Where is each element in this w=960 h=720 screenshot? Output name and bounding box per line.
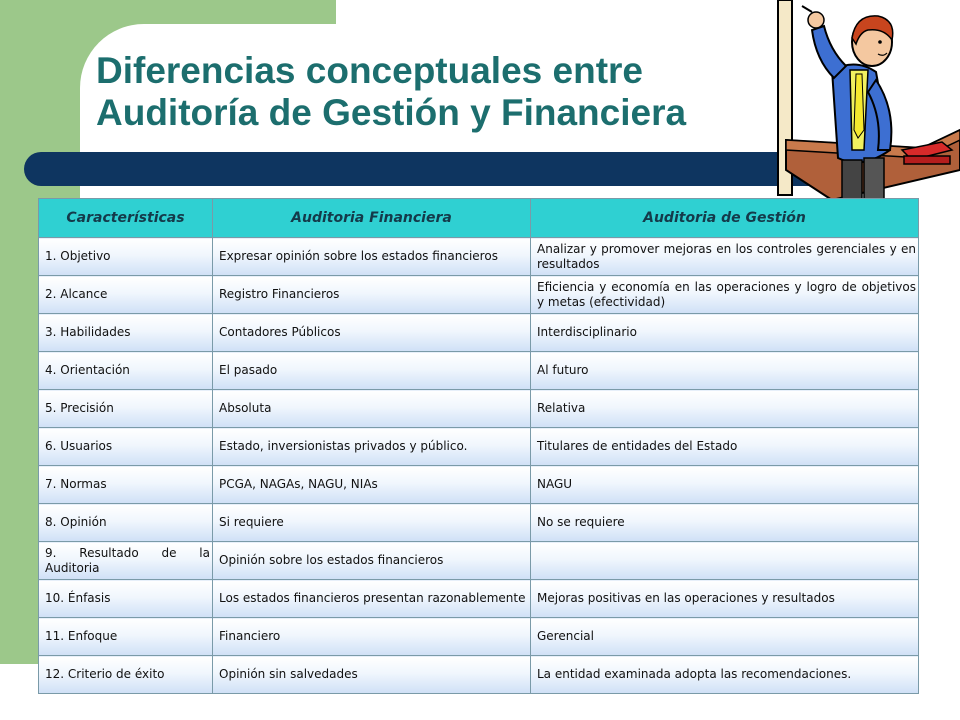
comparison-table (38, 198, 919, 694)
table-row (39, 656, 919, 694)
table-header-row (39, 199, 919, 238)
table-row (39, 504, 919, 542)
financiera-cell: Financiero (213, 618, 531, 656)
financiera-cell: Absoluta (213, 390, 531, 428)
table-row (39, 276, 919, 314)
title-line-1: Diferencias conceptuales entre (96, 50, 643, 91)
table-row (39, 390, 919, 428)
row-label: 11. Enfoque (39, 618, 213, 656)
title-line-2: Auditoría de Gestión y Financiera (96, 92, 687, 133)
financiera-cell: PCGA, NAGAs, NAGU, NIAs (213, 466, 531, 504)
row-label: 8. Opinión (39, 504, 213, 542)
financiera-cell: Estado, inversionistas privados y público. (213, 428, 531, 466)
gestion-cell: Gerencial (531, 618, 919, 656)
row-label: 2. Alcance (39, 276, 213, 314)
table-row (39, 238, 919, 276)
row-label: 4. Orientación (39, 352, 213, 390)
row-label: 5. Precisión (39, 390, 213, 428)
table-row (39, 618, 919, 656)
gestion-cell: Analizar y promover mejoras en los controles gerenciales y en resultados (531, 238, 919, 276)
table-row (39, 428, 919, 466)
gestion-cell: Titulares de entidades del Estado (531, 428, 919, 466)
table-row (39, 466, 919, 504)
gestion-cell: Eficiencia y economía en las operaciones y logro de objetivos y metas (efectividad) (531, 276, 919, 314)
financiera-cell: Expresar opinión sobre los estados financieros (213, 238, 531, 276)
table-row (39, 314, 919, 352)
header-caracteristicas: Características (39, 199, 213, 238)
header-auditoria-financiera: Auditoria Financiera (213, 199, 531, 238)
row-label: 6. Usuarios (39, 428, 213, 466)
gestion-cell: Al futuro (531, 352, 919, 390)
gestion-cell: Interdisciplinario (531, 314, 919, 352)
row-label: 12. Criterio de éxito (39, 656, 213, 694)
gestion-cell: NAGU (531, 466, 919, 504)
header-auditoria-gestion: Auditoria de Gestión (531, 199, 919, 238)
row-label: 3. Habilidades (39, 314, 213, 352)
gestion-cell (531, 542, 919, 580)
financiera-cell: Opinión sobre los estados financieros (213, 542, 531, 580)
table-row (39, 580, 919, 618)
table-row (39, 542, 919, 580)
row-label: 9. Resultado de la Auditoria (39, 542, 213, 580)
row-label: 1. Objetivo (39, 238, 213, 276)
gestion-cell: Relativa (531, 390, 919, 428)
teacher-writing-icon (772, 0, 960, 205)
financiera-cell: Contadores Públicos (213, 314, 531, 352)
financiera-cell: Opinión sin salvedades (213, 656, 531, 694)
row-label: 10. Énfasis (39, 580, 213, 618)
gestion-cell: Mejoras positivas en las operaciones y resultados (531, 580, 919, 618)
financiera-cell: Registro Financieros (213, 276, 531, 314)
gestion-cell: No se requiere (531, 504, 919, 542)
title-underline-bar (24, 152, 824, 186)
financiera-cell: El pasado (213, 352, 531, 390)
financiera-cell: Los estados financieros presentan razonablemente (213, 580, 531, 618)
gestion-cell: La entidad examinada adopta las recomendaciones. (531, 656, 919, 694)
financiera-cell: Si requiere (213, 504, 531, 542)
table-row (39, 352, 919, 390)
row-label: 7. Normas (39, 466, 213, 504)
slide-title (96, 50, 686, 134)
